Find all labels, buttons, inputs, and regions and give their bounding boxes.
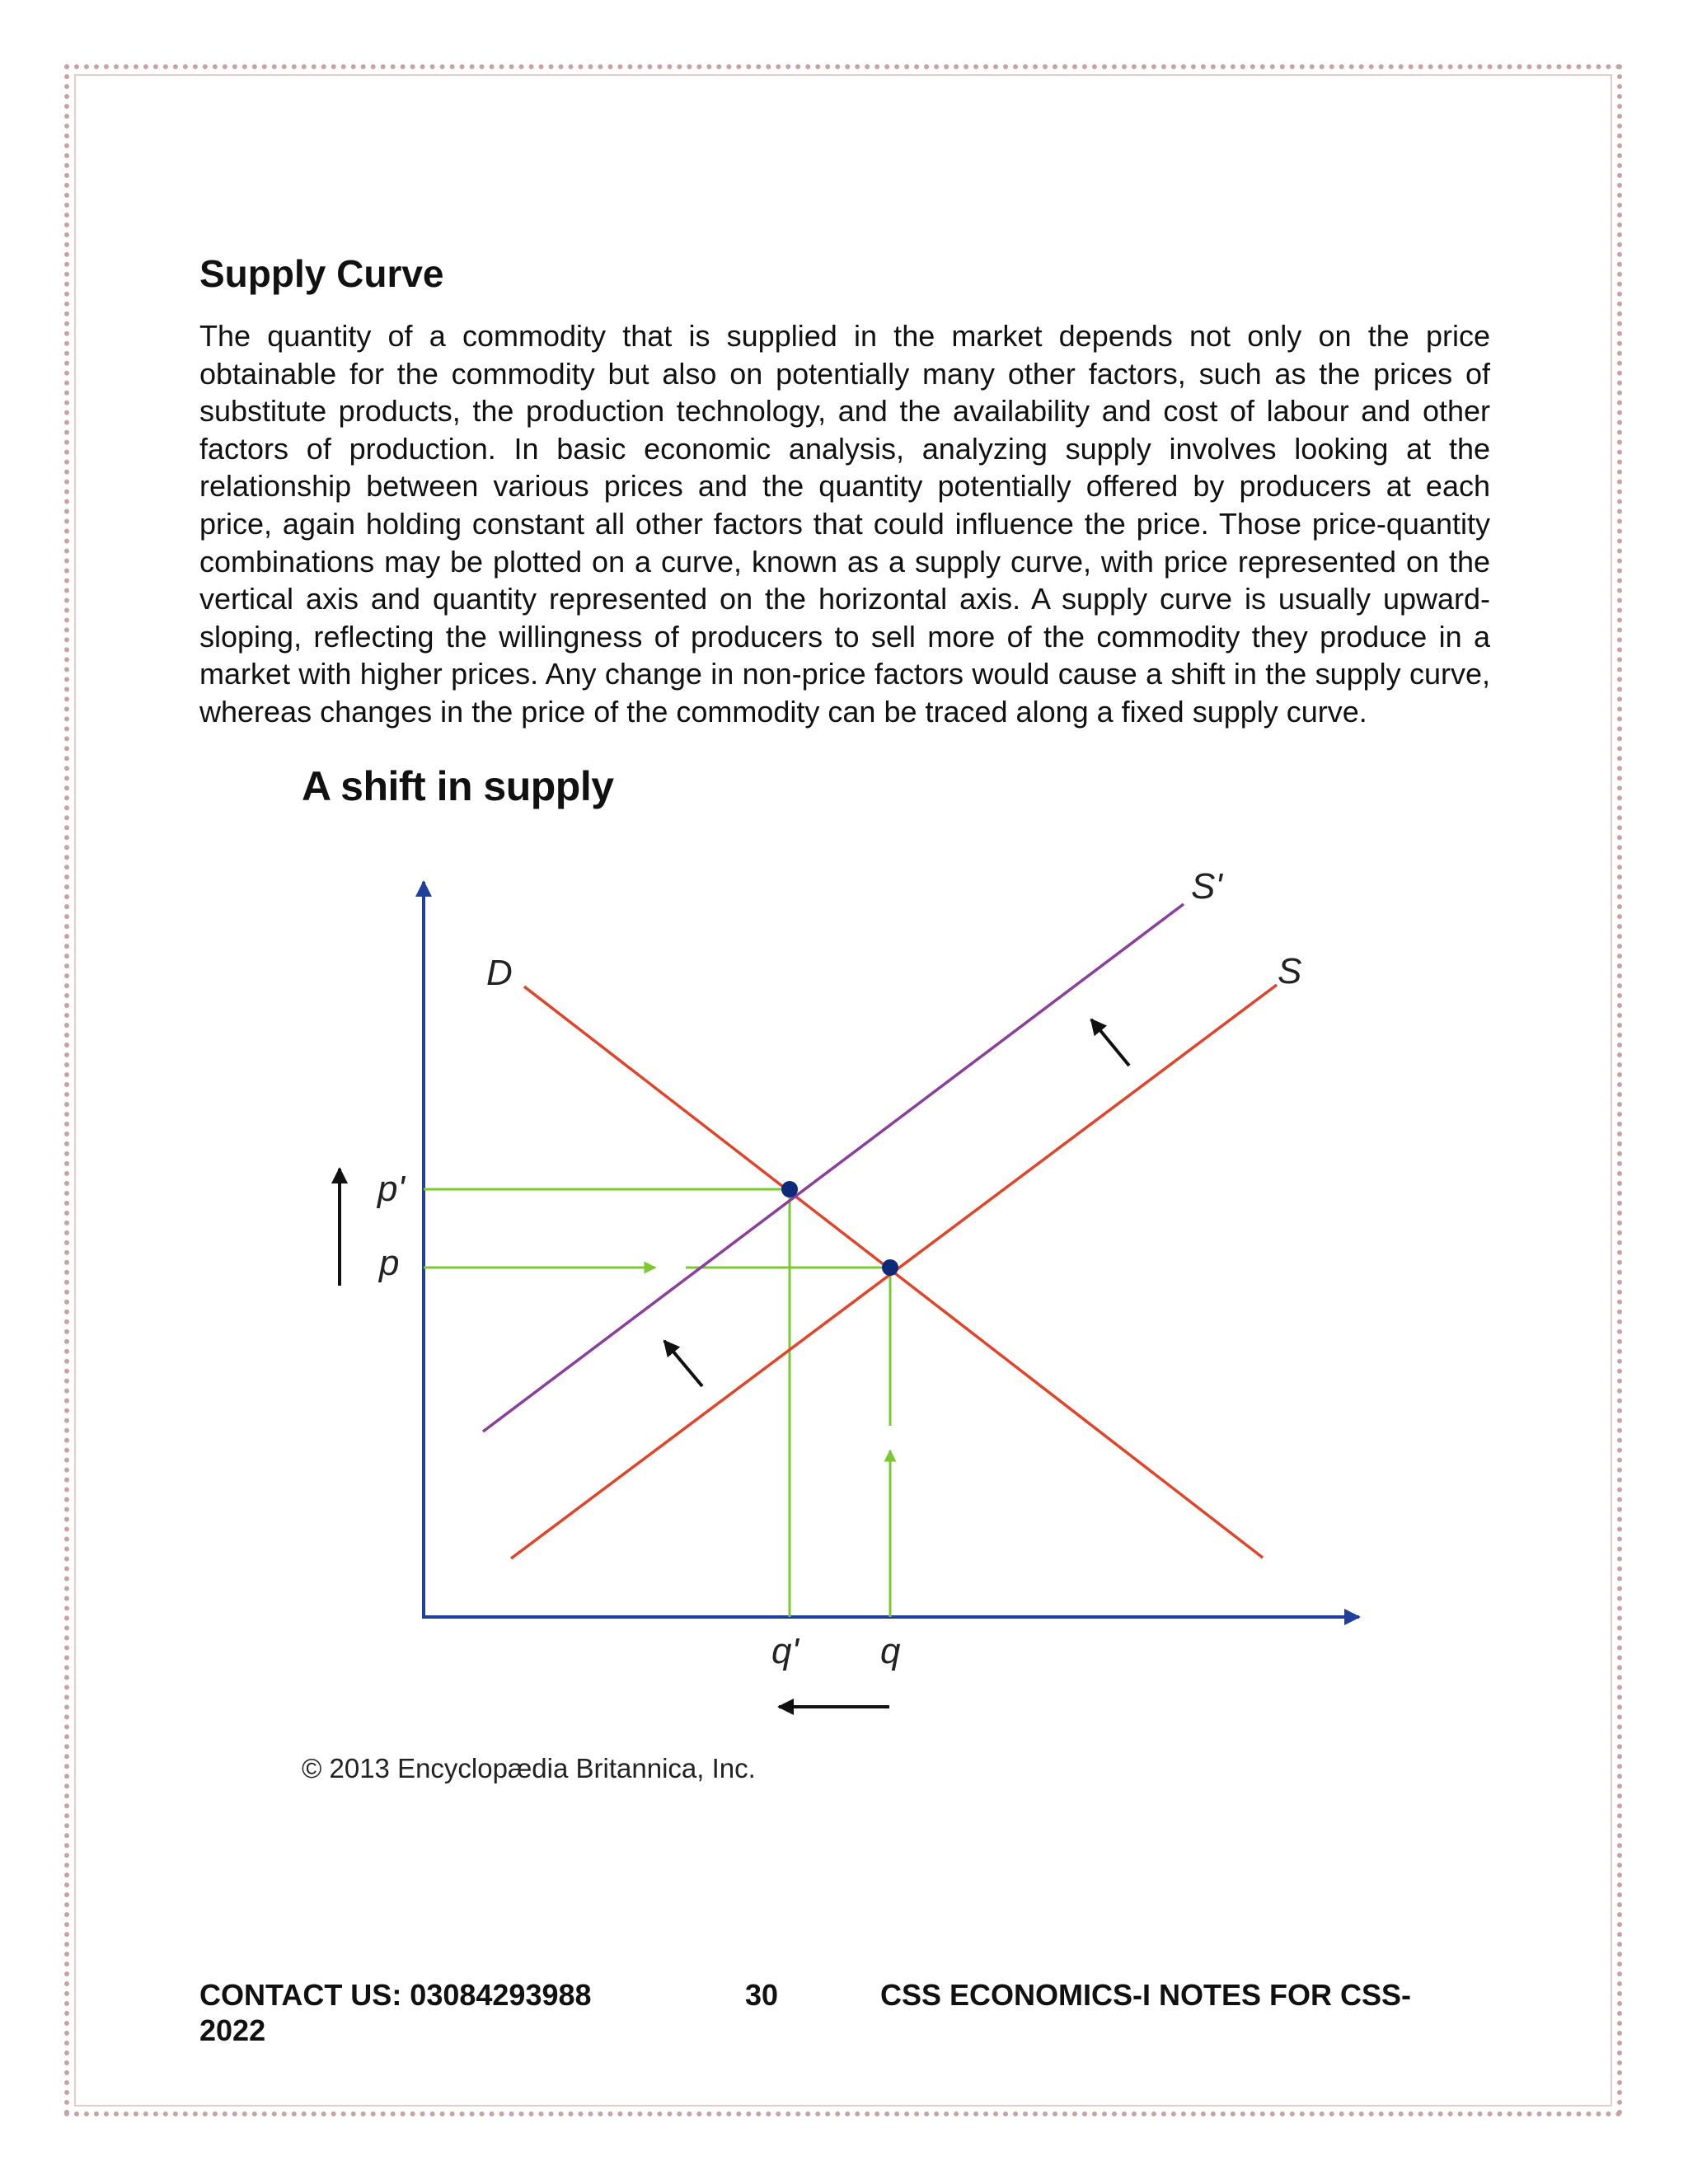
equilibrium-point	[882, 1259, 898, 1276]
quantity-shifted-label: q'	[771, 1631, 799, 1671]
supply-label: S	[1278, 951, 1302, 991]
figure-title: A shift in supply	[302, 763, 614, 809]
equilibrium-point-shifted	[781, 1181, 798, 1197]
section-heading: Supply Curve	[199, 252, 444, 295]
footer-notes-title: CSS ECONOMICS-I NOTES FOR CSS-	[880, 1978, 1412, 2012]
body-paragraph: The quantity of a commodity that is supplied in the market depends not only on the price obtainable for the commodity but also on potentially many other factors, such as the prices of substitute products, the production technology, and the availability and cost of labour and other factors of production. In basic economic analysis, analyzing supply involves looking at the relationship between various prices and the quantity potentially offered by producers at each price, again holding constant all other factors that could influence the price. Those price-quantity combinations may be plotted on a curve, known as a supply curve, with price represented on the vertical axis and quantity represented on the horizontal axis. A supply curve is usually upward-sloping, reflecting the willingness of producers to sell more of the commodity they produce in a market with higher prices. Any change in non-price factors would cause a shift in the supply curve, whereas changes in the price of the commodity can be traced along a fixed supply curve.	[199, 319, 1490, 729]
demand-label: D	[486, 953, 513, 993]
price-shifted-label: p'	[377, 1169, 405, 1209]
supply-shift-figure	[298, 762, 1378, 1801]
price-label: p	[379, 1243, 400, 1283]
supply-shifted-curve	[483, 904, 1184, 1432]
page-content	[199, 251, 1490, 731]
footer-year: 2022	[199, 2013, 266, 2047]
footer-page-number: 30	[745, 1978, 779, 2012]
shift-arrow-lower	[664, 1341, 702, 1386]
figure-credit: © 2013 Encyclopædia Britannica, Inc.	[302, 1753, 756, 1783]
shift-arrow-upper	[1091, 1019, 1129, 1066]
quantity-label: q	[880, 1631, 901, 1671]
footer-contact: CONTACT US: 03084293988	[199, 1978, 592, 2012]
supply-shift-diagram	[298, 762, 1378, 1801]
supply-shifted-label: S'	[1191, 866, 1222, 907]
